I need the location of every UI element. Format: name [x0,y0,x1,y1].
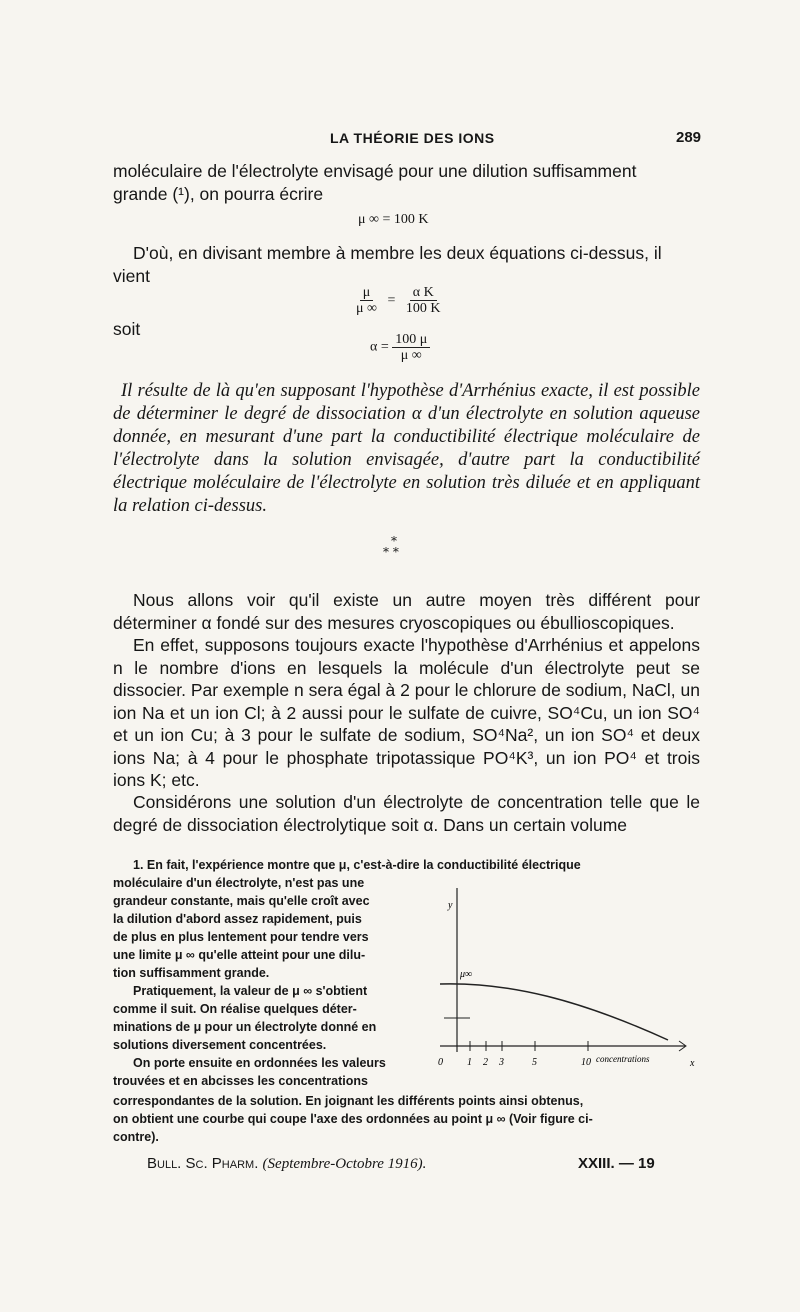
conductivity-curve [440,984,668,1040]
tick-label: 2 [483,1057,488,1068]
footnote-line: On porte ensuite en ordonnées les valeurs [133,1056,386,1070]
para4: En effet, supposons toujours exacte l'hypothèse d'Arrhénius et appelons n le nombre d'ions en lesquels la molécule d'un électrolyte peut se dissocier. Par exemple n sera égal à 2 pour le chlorure de sodium, NaCl, un ion Na et un ion Cl; à 2 aussi pour le sulfate de cuivre, SO⁴Cu, un ion SO⁴ et un ion Cu; à 3 pour le sulfate de sodium, SO⁴Na², un ion SO⁴ et deux ions Na; à 4 pour le phosphate tripotassique PO⁴K³, un ion PO⁴ et trois ions K; etc. [113,635,700,790]
italic-paragraph: Il résulte de là qu'en supposant l'hypothèse d'Arrhénius exacte, il est possible de déterminer le degré de dissociation α d'un électrolyte en solution aqueuse donnée, en mesurant d'une part la conductibilité électrique moléculaire de l'électrolyte dans la solution envisagée, d'autre part la conductibilité électrique moléculaire de l'électrolyte en solution très diluée et en appliquant la relation ci-dessus. [113,381,700,516]
eq2-lhs-den: μ ∞ [356,301,377,316]
page-number: 289 [676,129,702,146]
footnote-line: tion suffisamment grande. [113,966,270,980]
eq2-lhs-num: μ [360,285,374,301]
footnote-line: correspondantes de la solution. En joignant les différents points ainsi obtenus, [113,1094,584,1108]
footnote-line: minations de μ pour un électrolyte donné en [113,1020,377,1034]
eq3-num: 100 μ [392,332,430,348]
eq2-rhs-num: α K [410,285,437,301]
footnote-line: on obtient une courbe qui coupe l'axe des ordonnées au point μ ∞ (Voir figure ci- [113,1112,593,1126]
equation-ratio: $\frac{\mu}{\mu \infty}$ = $\frac{\text{α K}}{100 K}$ [353,285,444,316]
x-axis-label: x [690,1058,695,1069]
axis-caption: concentrations [596,1054,650,1064]
separator-stars-bottom: * * [383,545,399,559]
footnote-line: solutions diversement concentrées. [113,1038,327,1052]
footnote-line: la dilution d'abord assez rapidement, puis [113,912,362,926]
footnote-line-1: 1. En fait, l'expérience montre que μ, c'est-à-dire la conductibilité électrique [133,858,581,872]
equation-mu-infinity: μ ∞ = 100 K [358,212,429,227]
para3: Nous allons voir qu'il existe un autre moyen très différent pour déterminer α fondé sur des mesures cryoscopiques ou ébullioscopiques. [113,590,700,633]
footnote-line: contre). [113,1130,159,1144]
para1-line2: grande (¹), on pourra écrire [113,184,324,204]
soit-word: soit [113,319,141,339]
journal-name: Bull. Sc. Pharm. [147,1155,259,1172]
footer-volume: XXIII. — 19 [578,1155,655,1172]
para2-line1: D'où, en divisant membre à membre les deux équations ci-dessus, il [133,243,662,263]
footnote-line: trouvées et en abcisses les concentrations [113,1074,368,1088]
tick-label: 3 [499,1057,504,1068]
footnote-final [113,1092,703,1146]
equation-alpha [370,332,430,363]
footnote-line: Pratiquement, la valeur de μ ∞ s'obtient [133,984,368,998]
footnote-line: de plus en plus lentement pour tendre vers [113,930,369,944]
running-header: LA THÉORIE DES IONS [330,130,495,146]
footer-journal [147,1155,426,1173]
mu-infinity-label: μ∞ [460,969,473,980]
footnote-line: une limite μ ∞ qu'elle atteint pour une dilu- [113,948,366,962]
footnote-line: moléculaire d'un électrolyte, n'est pas une [113,876,365,890]
separator-star-top: * [391,534,397,548]
para5: Considérons une solution d'un électrolyte de concentration telle que le degré de dissociation électrolytique soit α. Dans un certain volume [113,792,700,835]
tick-label: 10 [581,1057,591,1068]
origin-label: 0 [438,1057,443,1068]
para2-line2: vient [113,266,150,286]
tick-label: 5 [532,1057,537,1068]
footnote-line: grandeur constante, mais qu'elle croît avec [113,894,370,908]
concentration-figure [430,880,700,1080]
eq2-rhs-den: 100 K [405,301,441,316]
issue-date: (Septembre-Octobre 1916). [262,1156,427,1172]
eq3-lhs: α = [370,339,389,355]
y-axis-label: y [448,900,453,911]
eq3-den: μ ∞ [400,348,422,363]
footnote-wrapped [113,874,425,1090]
para1-line1: moléculaire de l'électrolyte envisagé pour une dilution suffisamment [113,161,637,181]
footnote-line: comme il suit. On réalise quelques déter- [113,1002,357,1016]
tick-label: 1 [467,1057,472,1068]
